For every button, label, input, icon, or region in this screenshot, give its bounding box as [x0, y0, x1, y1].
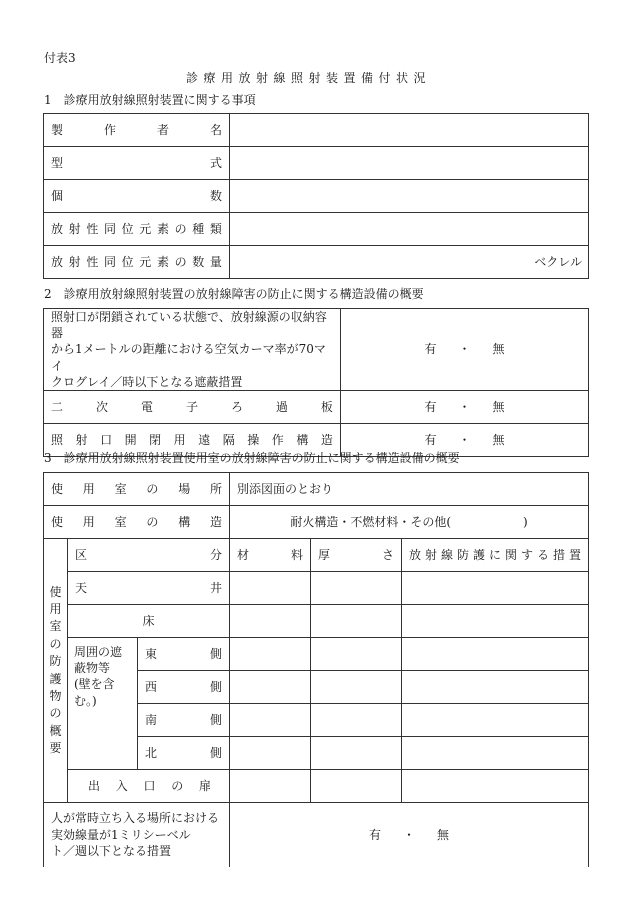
label-char: 射 — [68, 221, 81, 236]
room-location-value[interactable]: 別添図面のとおり — [230, 473, 589, 506]
label-char: 作 — [103, 122, 116, 137]
label-char: 造 — [209, 514, 222, 529]
label-char: 次 — [95, 399, 108, 414]
label-char: 電 — [140, 399, 153, 414]
label-char: 数 — [192, 254, 205, 269]
section3-heading: 3 診療用放射線照射装置使用室の放射線障害の防止に関する構造設備の概要 — [44, 451, 460, 465]
option-yes[interactable]: 有 — [424, 342, 437, 357]
label-char: 場 — [178, 481, 191, 496]
label-char: 子 — [185, 399, 198, 414]
protection-group-label — [44, 539, 68, 803]
label-char: 量 — [209, 254, 222, 269]
label-char: 作 — [271, 432, 284, 447]
option-separator: ・ — [458, 432, 471, 447]
label-char: 放 — [51, 221, 64, 236]
label-char: 防 — [457, 547, 470, 562]
label-char: 放 — [51, 254, 64, 269]
label-char: 構 — [296, 432, 309, 447]
label-char: 使 — [51, 481, 64, 496]
maker-name-label — [44, 114, 230, 147]
east-side-label — [138, 638, 230, 671]
east-material[interactable] — [230, 638, 311, 671]
thickness-header — [311, 539, 402, 572]
option-yes[interactable]: 有 — [368, 827, 381, 842]
ceiling-label — [68, 572, 230, 605]
label-char: 用 — [82, 481, 95, 496]
surrounding-line-2: 蔽物等 — [74, 661, 111, 676]
label-char: 用 — [173, 432, 186, 447]
option-no[interactable]: 無 — [492, 342, 505, 357]
dose-line-2: 実効線量が1ミリシーベル — [51, 827, 191, 842]
label-char: 射 — [425, 547, 438, 562]
vertical-char: 概 — [49, 723, 62, 738]
label-char: 分 — [209, 547, 222, 562]
floor-measures[interactable] — [402, 605, 589, 638]
effective-dose-options[interactable] — [230, 803, 589, 867]
table-row — [44, 506, 589, 539]
surrounding-line-3: (壁を含 — [74, 677, 115, 692]
south-material[interactable] — [230, 704, 311, 737]
ceiling-thickness[interactable] — [311, 572, 402, 605]
floor-thickness[interactable] — [311, 605, 402, 638]
section2-heading: 2 診療用放射線照射装置の放射線障害の防止に関する構造設備の概要 — [44, 287, 424, 301]
east-thickness[interactable] — [311, 638, 402, 671]
label-char: 造 — [320, 432, 333, 447]
label-char: 南 — [145, 712, 158, 727]
division-header — [68, 539, 230, 572]
effective-dose-label — [44, 803, 230, 867]
label-char: 西 — [145, 679, 158, 694]
ceiling-measures[interactable] — [402, 572, 589, 605]
vertical-char: 使 — [49, 584, 62, 599]
label-char: 関 — [505, 547, 518, 562]
label-char: 遠 — [198, 432, 211, 447]
vertical-char: の — [49, 706, 62, 721]
north-measures[interactable] — [402, 737, 589, 770]
door-measures[interactable] — [402, 770, 589, 803]
label-char: 型 — [51, 155, 64, 170]
label-char: 線 — [441, 547, 454, 562]
ceiling-material[interactable] — [230, 572, 311, 605]
vertical-char: 護 — [49, 671, 62, 686]
label-char: 数 — [209, 188, 222, 203]
secondary-electron-filter-label — [44, 390, 341, 423]
isotope-amount-value[interactable] — [230, 246, 589, 279]
vertical-char: 物 — [49, 688, 62, 703]
label-char: に — [489, 547, 502, 562]
label-char: 置 — [569, 547, 582, 562]
label-char: 井 — [209, 580, 222, 595]
isotope-type-label — [44, 213, 230, 246]
vertical-char: 用 — [49, 601, 62, 616]
shielding-measure-options[interactable] — [341, 309, 589, 391]
vertical-char: 要 — [49, 741, 62, 756]
label-char: 厚 — [318, 547, 331, 562]
label-char: 出 — [88, 778, 101, 793]
option-separator: ・ — [458, 399, 471, 414]
label-char: 過 — [275, 399, 288, 414]
count-value[interactable] — [230, 180, 589, 213]
becquerel-unit: ベクレル — [534, 254, 582, 269]
table-row — [44, 638, 589, 671]
west-measures[interactable] — [402, 671, 589, 704]
label-char: 同 — [103, 254, 116, 269]
table-row — [44, 213, 589, 246]
south-side-label — [138, 704, 230, 737]
label-char: 製 — [51, 122, 64, 137]
label-char: 式 — [209, 155, 222, 170]
label-char: 類 — [209, 221, 222, 236]
label-char: 材 — [237, 547, 250, 562]
appendix-label: 付表3 — [44, 51, 76, 65]
model-value[interactable] — [230, 147, 589, 180]
north-material[interactable] — [230, 737, 311, 770]
label-char: 隔 — [222, 432, 235, 447]
label-char: 同 — [103, 221, 116, 236]
table-row — [44, 803, 589, 867]
west-thickness[interactable] — [311, 671, 402, 704]
label-char: 側 — [209, 745, 222, 760]
vertical-char: の — [49, 636, 62, 651]
shielding-line-1: 照射口が閉鎖されている状態で、放射線源の収納容器 — [51, 310, 327, 341]
vertical-char: 防 — [49, 654, 62, 669]
option-no[interactable]: 無 — [492, 399, 505, 414]
option-separator: ・ — [403, 827, 416, 842]
table-row — [44, 390, 589, 423]
label-char: 用 — [82, 514, 95, 529]
label-char: 位 — [121, 221, 134, 236]
north-side-label — [138, 737, 230, 770]
label-char: 天 — [75, 580, 88, 595]
table-row — [44, 473, 589, 506]
dose-line-3: ト／週以下となる措置 — [51, 843, 172, 858]
surrounding-line-1: 周囲の遮 — [74, 645, 123, 659]
label-char: 放 — [409, 547, 422, 562]
label-char: 口 — [143, 778, 156, 793]
count-label — [44, 180, 230, 213]
section3-table — [43, 472, 589, 867]
label-char: 射 — [68, 254, 81, 269]
label-char: 東 — [145, 646, 158, 661]
option-no[interactable]: 無 — [437, 827, 450, 842]
label-char: 照 — [51, 432, 64, 447]
page-title: 診療用放射線照射装置備付状況 — [186, 71, 432, 85]
table-row — [44, 147, 589, 180]
label-char: 室 — [114, 514, 127, 529]
west-side-label — [138, 671, 230, 704]
material-header — [230, 539, 311, 572]
label-char: 口 — [100, 432, 113, 447]
label-char: 所 — [209, 481, 222, 496]
room-structure-value[interactable]: 耐火構造・不燃材料・その他( ) — [230, 506, 589, 539]
label-char: る — [537, 547, 550, 562]
shielding-line-2: から1メートルの距離における空気カーマ率が70マイ — [51, 342, 326, 373]
option-separator: ・ — [458, 342, 471, 357]
south-thickness[interactable] — [311, 704, 402, 737]
model-label — [44, 147, 230, 180]
vertical-char: 室 — [49, 619, 62, 634]
label-char: 護 — [473, 547, 486, 562]
table-row — [44, 180, 589, 213]
table-row — [44, 114, 589, 147]
door-thickness[interactable] — [311, 770, 402, 803]
label-char: 閉 — [149, 432, 162, 447]
label-char: 区 — [75, 547, 88, 562]
table-row — [44, 770, 589, 803]
label-char: 扉 — [198, 778, 211, 793]
label-char: 二 — [51, 399, 64, 414]
label-char: の — [174, 221, 187, 236]
label-char: 名 — [209, 122, 222, 137]
label-char: す — [521, 547, 534, 562]
label-char: 側 — [209, 712, 222, 727]
label-char: の — [171, 778, 184, 793]
table-row — [44, 309, 589, 391]
label-char: 種 — [192, 221, 205, 236]
east-measures[interactable] — [402, 638, 589, 671]
table-row — [44, 539, 589, 572]
shielding-line-3: クログレイ／時以下となる遮蔽措置 — [51, 374, 243, 389]
label-char: 素 — [156, 221, 169, 236]
label-char: 料 — [290, 547, 303, 562]
option-yes[interactable]: 有 — [424, 399, 437, 414]
dose-line-1: 人が常時立ち入る場所における — [51, 811, 220, 826]
label-char: 開 — [124, 432, 137, 447]
label-char: 入 — [115, 778, 128, 793]
section2-table — [43, 308, 589, 457]
table-row — [44, 246, 589, 279]
label-char: 個 — [51, 188, 64, 203]
label-char: 北 — [145, 745, 158, 760]
label-char: の — [174, 254, 187, 269]
surrounding-line-4: む。) — [74, 693, 97, 708]
surrounding-shield-label — [68, 638, 138, 770]
table-row — [44, 572, 589, 605]
label-char: の — [146, 514, 159, 529]
isotope-type-value[interactable] — [230, 213, 589, 246]
label-char: 措 — [553, 547, 566, 562]
label-char: 室 — [114, 481, 127, 496]
room-structure-label — [44, 506, 230, 539]
isotope-amount-label — [44, 246, 230, 279]
label-char: さ — [381, 547, 394, 562]
label-char: 位 — [121, 254, 134, 269]
label-char: の — [146, 481, 159, 496]
room-location-label — [44, 473, 230, 506]
section1-heading: 1 診療用放射線照射装置に関する事項 — [44, 93, 256, 107]
door-label — [68, 770, 230, 803]
label-char: 者 — [156, 122, 169, 137]
north-thickness[interactable] — [311, 737, 402, 770]
west-material[interactable] — [230, 671, 311, 704]
label-char: 側 — [209, 646, 222, 661]
label-char: 元 — [139, 254, 152, 269]
south-measures[interactable] — [402, 704, 589, 737]
label-char: 構 — [178, 514, 191, 529]
label-char: 使 — [51, 514, 64, 529]
label-char: ろ — [230, 399, 243, 414]
label-char: 射 — [75, 432, 88, 447]
label-char: 性 — [86, 254, 99, 269]
floor-label: 床 — [68, 605, 230, 638]
label-char: 側 — [209, 679, 222, 694]
section1-table — [43, 113, 589, 279]
option-no[interactable]: 無 — [492, 432, 505, 447]
table-row — [44, 605, 589, 638]
label-char: 性 — [86, 221, 99, 236]
label-char: 素 — [156, 254, 169, 269]
label-char: 元 — [139, 221, 152, 236]
label-char: 操 — [247, 432, 260, 447]
shielding-measure-label — [44, 309, 341, 391]
option-yes[interactable]: 有 — [424, 432, 437, 447]
maker-name-value[interactable] — [230, 114, 589, 147]
floor-material[interactable] — [230, 605, 311, 638]
secondary-electron-filter-options[interactable] — [341, 390, 589, 423]
measures-header — [402, 539, 589, 572]
door-material[interactable] — [230, 770, 311, 803]
label-char: 板 — [320, 399, 333, 414]
